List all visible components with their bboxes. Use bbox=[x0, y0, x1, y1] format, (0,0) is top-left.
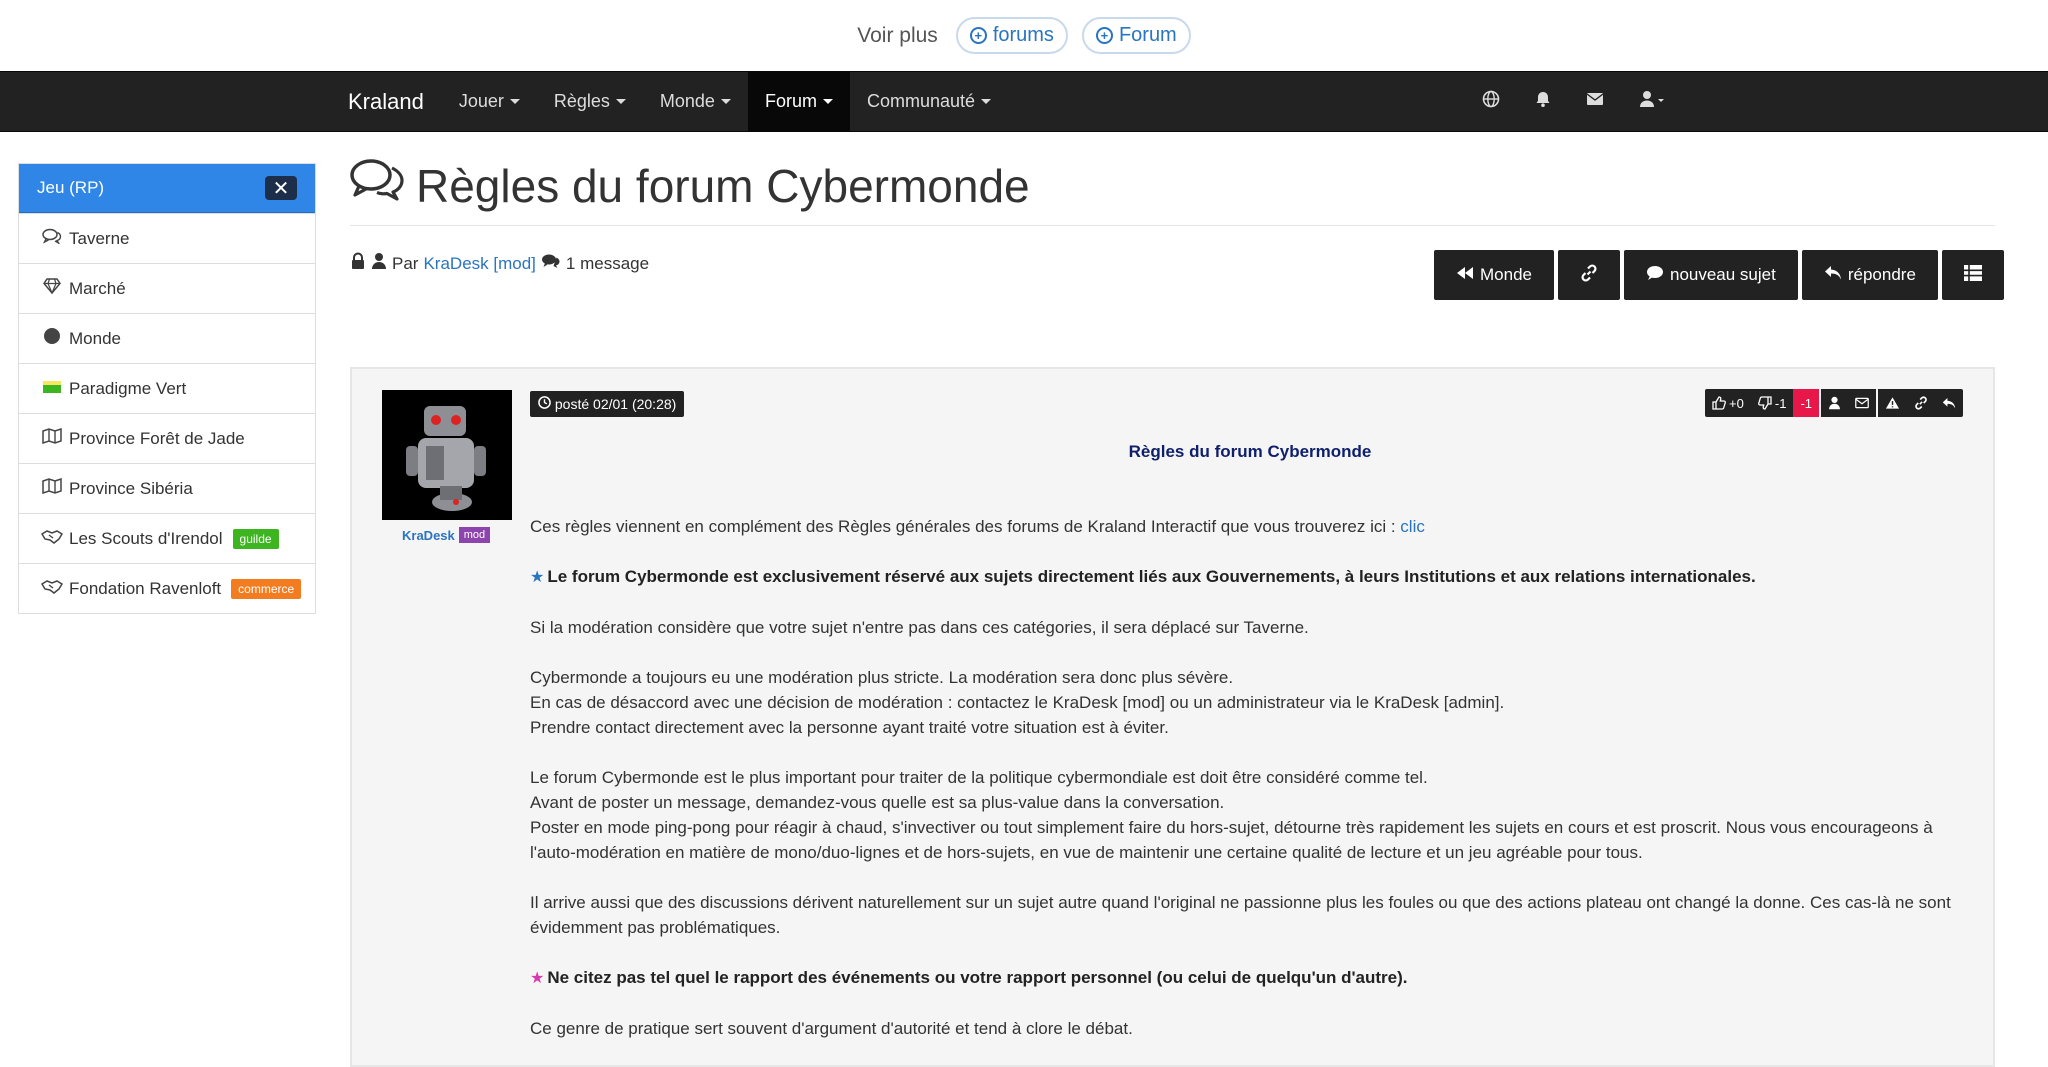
post-text: Le forum Cybermonde est le plus important pour traiter de la politique cybermondiale est doit être considéré comme tel. bbox=[530, 768, 1428, 787]
post-body bbox=[530, 439, 1970, 1066]
post-timestamp bbox=[530, 391, 684, 417]
post-text: Ces règles viennent en complément des Règles générales des forums de Kraland Interactif que vous trouverez ici : bbox=[530, 517, 1401, 536]
list-icon bbox=[1964, 265, 1982, 286]
post-text: Avant de poster un message, demandez-vous quelle est sa plus-value dans la conversation. bbox=[530, 793, 1225, 812]
sidebar-active-category[interactable] bbox=[19, 164, 315, 213]
post-text: Poster en mode ping-pong pour réagir à chaud, s'invectiver ou tout simplement faire du hors-sujet, détourne très rapidement les sujets en cours et est proscrit. Nous vous encourageons à l'auto-modération en matière de mono/duo-lignes et de hors-sujets, en vue de maintenir une certaine qualité de lecture et un jeu agréable pour tous. bbox=[530, 818, 1933, 862]
nav-monde-label: Monde bbox=[659, 91, 715, 111]
post-paragraph bbox=[530, 665, 1970, 740]
sidebar-item-label: Paradigme Vert bbox=[69, 378, 187, 398]
nav-jouer-label: Jouer bbox=[458, 91, 504, 111]
post-paragraph bbox=[530, 965, 1970, 991]
circle-icon bbox=[41, 327, 63, 350]
avatar[interactable] bbox=[382, 390, 512, 520]
link-icon bbox=[1580, 264, 1598, 287]
report-button[interactable] bbox=[1876, 389, 1907, 417]
thumbs-down-icon bbox=[1758, 396, 1772, 410]
post-author-link[interactable]: KraDesk bbox=[402, 527, 455, 543]
nav-forum-label: Forum bbox=[764, 91, 817, 111]
nav-forum[interactable] bbox=[748, 72, 850, 131]
like-count: +0 bbox=[1729, 395, 1744, 411]
mod-badge: mod bbox=[459, 527, 490, 543]
sidebar-item-label: Monde bbox=[69, 328, 121, 348]
flag-icon bbox=[41, 379, 63, 399]
comment-icon bbox=[1646, 265, 1664, 286]
post-text-bold: Ne citez pas tel quel le rapport des événements ou votre rapport personnel (ou celui de quelqu'un d'autre). bbox=[547, 968, 1408, 987]
page-title bbox=[350, 158, 1030, 213]
thumbs-up-icon bbox=[1712, 396, 1726, 410]
monde-button[interactable] bbox=[1434, 250, 1554, 300]
plus-circle-icon: + bbox=[1096, 27, 1113, 44]
message-author-button[interactable] bbox=[1848, 389, 1876, 417]
caret-down-icon bbox=[616, 99, 626, 104]
warning-icon bbox=[1885, 396, 1900, 410]
dislike-button[interactable] bbox=[1751, 389, 1794, 417]
link-icon bbox=[1914, 396, 1928, 410]
sidebar-item-label: Fondation Ravenloft bbox=[69, 578, 222, 598]
forum-pill-button[interactable] bbox=[1082, 17, 1191, 54]
message-count: 1 message bbox=[565, 253, 650, 273]
map-icon bbox=[41, 478, 63, 499]
post-title: Règles du forum Cybermonde bbox=[1128, 442, 1372, 461]
forum-pill-label: Forum bbox=[1118, 24, 1177, 46]
nav-monde[interactable] bbox=[643, 72, 748, 131]
main-navbar bbox=[0, 71, 2048, 132]
sidebar-item-monde[interactable] bbox=[19, 313, 315, 363]
page-title-text: Règles du forum Cybermonde bbox=[416, 159, 1030, 212]
profile-button[interactable] bbox=[1819, 389, 1848, 417]
title-divider bbox=[350, 225, 1995, 226]
nav-jouer[interactable] bbox=[442, 72, 537, 131]
reply-button[interactable] bbox=[1802, 250, 1938, 300]
bell-icon[interactable] bbox=[1532, 90, 1554, 114]
rules-link[interactable]: clic bbox=[1400, 517, 1425, 536]
sidebar-item-label: Province Forêt de Jade bbox=[69, 428, 245, 448]
nav-communaute-label: Communauté bbox=[866, 91, 976, 111]
score-badge: -1 bbox=[1793, 389, 1819, 417]
map-icon bbox=[41, 428, 63, 449]
post-author bbox=[402, 527, 490, 543]
clock-icon bbox=[538, 396, 555, 412]
new-topic-label: nouveau sujet bbox=[1669, 265, 1776, 284]
post-text: Cybermonde a toujours eu une modération plus stricte. La modération sera donc plus sévère. bbox=[530, 668, 1234, 687]
post-link-button[interactable] bbox=[1907, 389, 1935, 417]
handshake-icon bbox=[41, 579, 63, 599]
post-timestamp-label: posté 02/01 (20:28) bbox=[554, 396, 677, 412]
backward-icon bbox=[1456, 265, 1474, 285]
sidebar-item-label: Province Sibéria bbox=[69, 478, 193, 498]
brand-link[interactable]: Kraland bbox=[348, 88, 424, 114]
forum-sidebar bbox=[18, 163, 316, 614]
post-paragraph bbox=[530, 765, 1970, 865]
envelope-icon[interactable] bbox=[1584, 90, 1606, 113]
close-icon[interactable]: ✕ bbox=[265, 176, 297, 200]
post-paragraph: Si la modération considère que votre sujet n'entre pas dans ces catégories, il sera déplacé sur Taverne. bbox=[530, 618, 1309, 637]
globe-icon[interactable] bbox=[1480, 90, 1502, 114]
nav-communaute[interactable] bbox=[850, 72, 1008, 131]
monde-button-label: Monde bbox=[1480, 265, 1532, 284]
commerce-badge: commerce bbox=[231, 579, 301, 599]
nav-regles-label: Règles bbox=[553, 91, 610, 111]
envelope-icon bbox=[1855, 397, 1869, 409]
sidebar-item-taverne[interactable] bbox=[19, 213, 315, 263]
caret-down-icon bbox=[981, 99, 991, 104]
post-toolbar bbox=[1705, 389, 1963, 417]
list-view-button[interactable] bbox=[1942, 250, 2004, 300]
guild-badge: guilde bbox=[233, 529, 279, 549]
voir-plus-bar bbox=[0, 0, 2048, 71]
reply-icon bbox=[1824, 265, 1842, 286]
star-icon: ★ bbox=[530, 970, 545, 987]
comments-icon bbox=[541, 253, 561, 274]
meta-by-label: Par bbox=[392, 253, 419, 273]
comments-icon bbox=[350, 158, 404, 213]
sidebar-header-label: Jeu (RP) bbox=[37, 178, 105, 197]
sidebar-item-province-siberia[interactable] bbox=[19, 463, 315, 513]
post-text: En cas de désaccord avec une décision de modération : contactez le KraDesk [mod] ou un administrateur via le KraDesk [admin]. bbox=[530, 693, 1505, 712]
plus-circle-icon: + bbox=[970, 27, 987, 44]
comments-icon bbox=[41, 228, 63, 249]
user-dropdown-icon[interactable] bbox=[1636, 90, 1670, 114]
caret-down-icon bbox=[510, 99, 520, 104]
reply-icon bbox=[1942, 397, 1956, 410]
post-paragraph bbox=[530, 514, 1970, 539]
caret-down-icon bbox=[823, 99, 833, 104]
author-link[interactable]: KraDesk [mod] bbox=[423, 253, 536, 273]
forums-pill-label: forums bbox=[992, 24, 1054, 46]
post-paragraph bbox=[530, 564, 1970, 590]
dislike-count: -1 bbox=[1774, 395, 1787, 411]
sidebar-item-label: Taverne bbox=[69, 228, 130, 248]
new-topic-button[interactable] bbox=[1624, 250, 1798, 300]
post-paragraph: Ce genre de pratique sert souvent d'argument d'autorité et tend à clore le débat. bbox=[530, 1019, 1133, 1038]
caret-down-icon bbox=[721, 99, 731, 104]
quote-reply-button[interactable] bbox=[1935, 389, 1963, 417]
sidebar-item-paradigme-vert[interactable] bbox=[19, 363, 315, 413]
forum-post bbox=[350, 367, 1995, 1067]
sidebar-item-marche[interactable] bbox=[19, 263, 315, 313]
sidebar-item-label: Les Scouts d'Irendol bbox=[69, 528, 223, 548]
post-paragraph: Il arrive aussi que des discussions dérivent naturellement sur un sujet autre quand l'original ne passionne plus les foules ou que des actions plateau ont changé la donne. Ces cas-là ne sont évidemment pas problématiques. bbox=[530, 893, 1951, 937]
sidebar-item-scouts-irendol[interactable] bbox=[19, 513, 315, 563]
nav-regles[interactable] bbox=[537, 72, 643, 131]
user-icon bbox=[371, 252, 387, 275]
forums-pill-button[interactable] bbox=[956, 17, 1068, 54]
topic-meta bbox=[350, 252, 649, 275]
post-text: Prendre contact directement avec la personne ayant traité votre situation est à éviter. bbox=[530, 718, 1169, 737]
handshake-icon bbox=[41, 529, 63, 549]
sidebar-item-label: Marché bbox=[69, 278, 126, 298]
user-icon bbox=[1828, 396, 1841, 410]
lock-icon bbox=[350, 252, 366, 275]
star-icon: ★ bbox=[530, 569, 545, 586]
topic-actions bbox=[1434, 250, 2004, 300]
permalink-button[interactable] bbox=[1558, 250, 1620, 300]
sidebar-item-fondation-ravenloft[interactable] bbox=[19, 563, 315, 613]
reply-label: répondre bbox=[1847, 265, 1916, 284]
post-text-bold: Le forum Cybermonde est exclusivement réservé aux sujets directement liés aux Gouvernements, à leurs Institutions et aux relations internationales. bbox=[547, 567, 1756, 586]
diamond-icon bbox=[41, 278, 63, 299]
voir-plus-label: Voir plus bbox=[857, 23, 938, 47]
sidebar-item-province-foret-de-jade[interactable] bbox=[19, 413, 315, 463]
like-button[interactable] bbox=[1705, 389, 1751, 417]
